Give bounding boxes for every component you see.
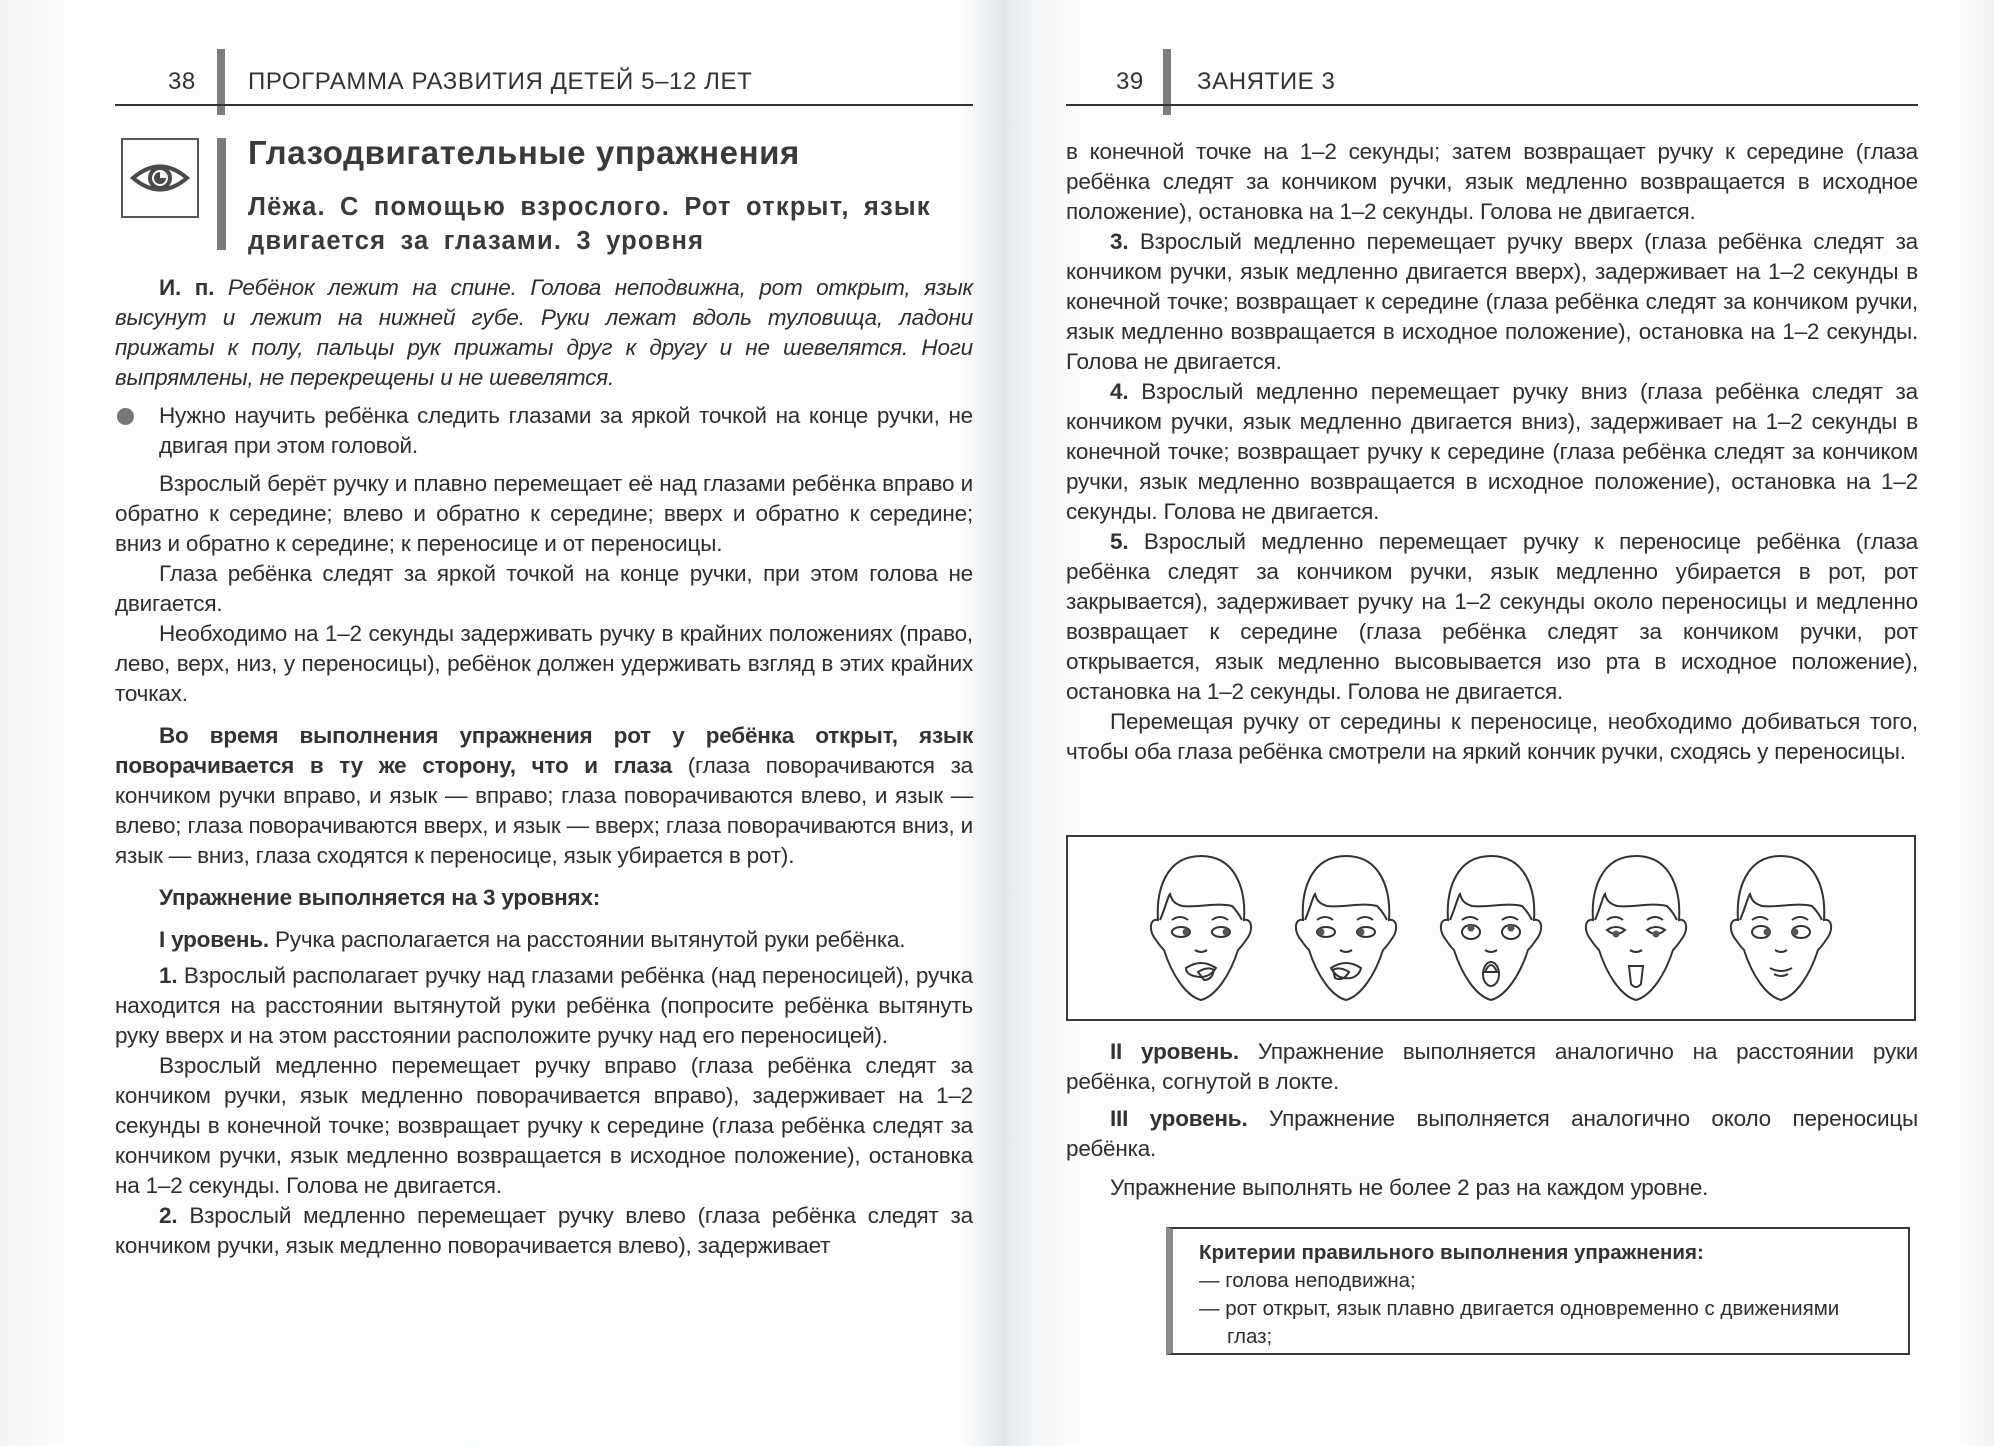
paragraph: Необходимо на 1–2 секунды задерживать ручку в крайних положениях (право, лево, верх, низ, у переносицы), ребёнок должен удерживать взгляд в этих крайних точках.: [115, 621, 973, 706]
paragraph: Взрослый берёт ручку и плавно перемещает её над глазами ребёнка вправо и обратно к середине; влево и обратно к середине; вверх и обратно к середине; вниз и обратно к середине; к переносице и от переносицы.: [115, 471, 973, 556]
eye-icon: [130, 161, 190, 195]
criteria-item: — голова неподвижна;: [1199, 1269, 1416, 1292]
face-tongue-down-icon: [1577, 850, 1695, 1006]
page-number: 39: [1116, 68, 1144, 95]
right-body-top: [1066, 137, 1918, 767]
step-5: 5. Взрослый медленно перемещает ручку к переносице ребёнка (глаза ребёнка следят за кончиком ручки, язык медленно убирается в рот, рот закрывается), задерживает ручку на 1–2 секунды около переносицы и медленно возвращает к середине (глаза ребёнка следят за кончиком ручки, рот открывается, язык медленно высовывается изо рта в исходное положение), остановка на 1–2 секунды. Голова не двигается.: [1066, 529, 1918, 704]
criteria-item: — рот открыт, язык плавно двигается одновременно с движениями глаз;: [1199, 1297, 1840, 1348]
face-eyes-converged-icon: [1722, 850, 1840, 1006]
left-body: [115, 273, 973, 1261]
step-3: 3. Взрослый медленно перемещает ручку вверх (глаза ребёнка следят за кончиком ручки, язык медленно двигается вверх), задерживает на 1–2 секунды в конечной точке; возвращает к середине (глаза ребёнка следят за кончиком ручки, язык медленно возвращается в исходное положение), остановка на 1–2 секунды. Голова не двигается.: [1066, 229, 1918, 374]
section-title: Глазодвигательные упражнения: [248, 134, 800, 171]
section-bar: [217, 138, 226, 250]
paragraph: Глаза ребёнка следят за яркой точкой на конце ручки, при этом голова не двигается.: [115, 561, 973, 616]
face-tongue-right-icon: [1142, 850, 1260, 1006]
level-3: III уровень. Упражнение выполняется аналогично около переносицы ребёнка.: [1066, 1106, 1919, 1161]
page-number: 38: [168, 68, 196, 95]
step-4: 4. Взрослый медленно перемещает ручку вниз (глаза ребёнка следят за кончиком ручки, язык медленно двигается вниз), задерживает на 1–2 секунды в конечной точке; возвращает ручку к середине (глаза ребёнка следят за кончиком ручки, язык медленно возвращается в исходное положение), остановка на 1–2 секунды. Голова не двигается.: [1066, 379, 1918, 524]
running-title: ПРОГРАММА РАЗВИТИЯ ДЕТЕЙ 5–12 ЛЕТ: [248, 68, 753, 95]
start-position: И. п. Ребёнок лежит на спине. Голова неподвижна, рот открыт, язык высунут и лежит на нижней губе. Руки лежат вдоль туловища, ладони прижаты к полу, пальцы рук прижаты друг к другу и не шевелятся. Ноги выпрямлены, не перекрещены и не шевелятся.: [115, 275, 973, 390]
level-1: I уровень. Ручка располагается на расстоянии вытянутой руки ребёнка.: [159, 927, 906, 952]
bullet-icon: [117, 408, 134, 425]
level-2: II уровень. Упражнение выполняется аналогично на расстоянии руки ребёнка, согнутой в локте.: [1066, 1039, 1919, 1094]
running-title: ЗАНЯТИЕ 3: [1197, 68, 1336, 95]
header-rule: [1066, 104, 1918, 106]
paragraph-emphasis: Во время выполнения упражнения рот у ребёнка открыт, язык поворачивается в ту же сторону, что и глаза (глаза поворачиваются за кончиком ручки вправо, и язык — вправо; глаза поворачиваются влево, и язык — влево; глаза поворачиваются вверх, и язык — вверх; глаза поворачиваются вниз, и язык — вниз, глаза сходятся к переносице, язык убирается в рот).: [115, 723, 973, 868]
face-tongue-left-icon: [1287, 850, 1405, 1006]
levels-heading: Упражнение выполняется на 3 уровнях:: [159, 885, 601, 910]
step-2-continued: в конечной точке на 1–2 секунды; затем возвращает ручку к середине (глаза ребёнка следят за кончиком ручки, язык медленно возвращается в исходное положение), остановка на 1–2 секунды. Голова не двигается.: [1066, 139, 1918, 224]
repeat-note: Упражнение выполнять не более 2 раз на каждом уровне.: [1110, 1175, 1709, 1200]
step-1: 1. Взрослый располагает ручку над глазами ребёнка (над переносицей), ручка находится на расстоянии вытянутой руки ребёнка (попросите ребёнка вытянуть руку вверх и на этом расстоянии расположите ручку над его переносицей).: [115, 963, 973, 1048]
step-2: 2. Взрослый медленно перемещает ручку влево (глаза ребёнка следят за кончиком ручки, язык медленно поворачивается влево), задерживает: [115, 1203, 973, 1258]
faces-figure: [1066, 835, 1916, 1021]
header-rule: [115, 104, 973, 106]
running-header: [115, 44, 973, 116]
running-header: [1066, 44, 1918, 116]
right-body-bottom: [1066, 1037, 1918, 1203]
bullet-item: Нужно научить ребёнка следить глазами за яркой точкой на конце ручки, не двигая при этом головой.: [115, 401, 973, 461]
left-page: [115, 0, 973, 1446]
criteria-box: [1166, 1227, 1910, 1355]
face-tongue-up-icon: [1432, 850, 1550, 1006]
section-icon-box: [121, 138, 199, 218]
paragraph: Перемещая ручку от середины к переносице, необходимо добиваться того, чтобы оба глаза ребёнка смотрели на яркий кончик ручки, сходясь у переносицы.: [1066, 709, 1918, 764]
criteria-title: Критерии правильного выполнения упражнения:: [1199, 1241, 1704, 1264]
step-1-continued: Взрослый медленно перемещает ручку вправо (глаза ребёнка следят за кончиком ручки, язык медленно поворачивается вправо), задерживает на 1–2 секунды в конечной точке; возвращает ручку к середине (глаза ребёнка следят за кончиком ручки, язык медленно возвращается в исходное положение), остановка на 1–2 секунды. Голова не двигается.: [115, 1053, 973, 1198]
section-subtitle: Лёжа. С помощью взрослого. Рот открыт, язык двигается за глазами. 3 уровня: [248, 193, 931, 255]
